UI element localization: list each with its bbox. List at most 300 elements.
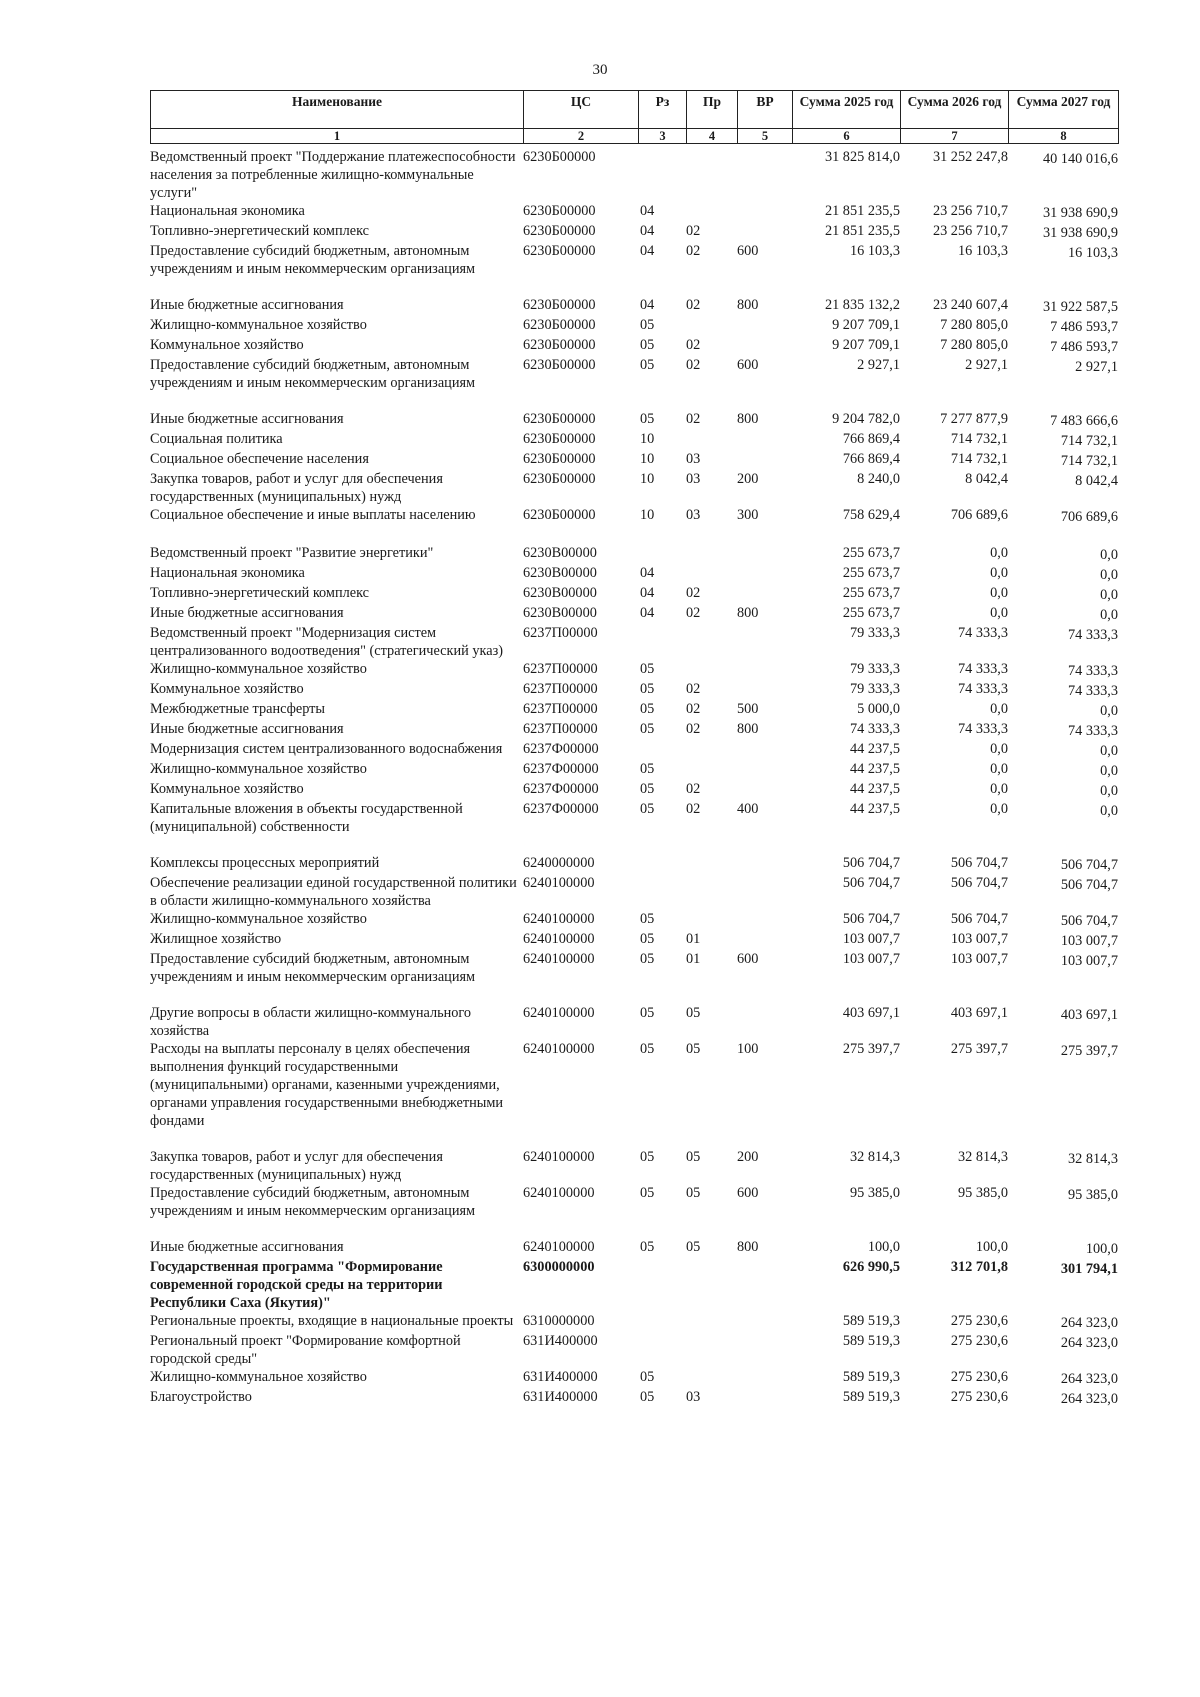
row-pr: 05 bbox=[686, 1041, 701, 1057]
row-sum-2027: 16 103,3 bbox=[1067, 245, 1118, 261]
row-rz: 05 bbox=[640, 681, 655, 697]
header-num-8: 8 bbox=[1009, 129, 1119, 144]
row-rz: 04 bbox=[640, 585, 655, 601]
table-row bbox=[150, 470, 1118, 506]
row-sum-2026: 506 704,7 bbox=[950, 875, 1008, 891]
row-pr: 03 bbox=[686, 451, 701, 467]
table-row bbox=[150, 854, 1118, 874]
row-name: Благоустройство bbox=[150, 1389, 252, 1405]
row-sum-2025: 9 207 709,1 bbox=[832, 337, 900, 353]
row-sum-2026: 103 007,7 bbox=[950, 951, 1008, 967]
row-sum-2027: 95 385,0 bbox=[1067, 1187, 1118, 1203]
row-sum-2026: 312 701,8 bbox=[950, 1259, 1008, 1275]
row-pr: 03 bbox=[686, 1389, 701, 1405]
row-rz: 05 bbox=[640, 337, 655, 353]
table-row bbox=[150, 680, 1118, 700]
row-name: Другие вопросы в области жилищно-коммунального хозяйства bbox=[150, 1005, 472, 1039]
row-pr: 02 bbox=[686, 223, 701, 239]
row-sum-2025: 5 000,0 bbox=[857, 701, 900, 717]
page-number: 30 bbox=[592, 62, 608, 78]
row-pr: 02 bbox=[686, 337, 701, 353]
row-name: Модернизация систем централизованного водоснабжения bbox=[150, 741, 503, 757]
row-rz: 05 bbox=[640, 411, 655, 427]
row-sum-2027: 40 140 016,6 bbox=[1042, 151, 1118, 167]
row-name: Ведомственный проект "Поддержание платежеспособности населения за потребленные жилищно-коммунальные услуги" bbox=[150, 149, 516, 201]
row-sum-2027: 714 732,1 bbox=[1060, 453, 1118, 469]
row-name: Капитальные вложения в объекты государственной (муниципальной) собственности bbox=[150, 801, 463, 835]
row-pr: 02 bbox=[686, 243, 701, 259]
row-sum-2026: 0,0 bbox=[990, 545, 1008, 561]
row-sum-2027: 2 927,1 bbox=[1075, 359, 1118, 375]
row-sum-2025: 275 397,7 bbox=[842, 1041, 900, 1057]
row-rz: 04 bbox=[640, 203, 655, 219]
row-sum-2025: 2 927,1 bbox=[857, 357, 900, 373]
row-rz: 05 bbox=[640, 661, 655, 677]
row-cs: 6230Б00000 bbox=[523, 243, 596, 259]
row-sum-2026: 7 280 805,0 bbox=[940, 317, 1008, 333]
header-num-1: 1 bbox=[151, 129, 524, 144]
table-row bbox=[150, 1148, 1118, 1184]
row-sum-2027: 74 333,3 bbox=[1067, 723, 1118, 739]
row-cs: 6240100000 bbox=[523, 1005, 595, 1021]
row-name: Региональные проекты, входящие в национальные проекты bbox=[150, 1313, 514, 1329]
row-sum-2025: 79 333,3 bbox=[849, 625, 900, 641]
row-name: Иные бюджетные ассигнования bbox=[150, 605, 344, 621]
row-vr: 200 bbox=[737, 1149, 759, 1165]
row-sum-2026: 74 333,3 bbox=[957, 721, 1008, 737]
row-name: Иные бюджетные ассигнования bbox=[150, 297, 344, 313]
header-pr: Пр bbox=[687, 91, 738, 129]
row-sum-2027: 74 333,3 bbox=[1067, 683, 1118, 699]
row-cs: 6240100000 bbox=[523, 911, 595, 927]
row-sum-2026: 714 732,1 bbox=[950, 451, 1008, 467]
row-pr: 02 bbox=[686, 585, 701, 601]
row-cs: 6240000000 bbox=[523, 855, 595, 871]
row-name: Межбюджетные трансферты bbox=[150, 701, 326, 717]
row-name: Социальное обеспечение и иные выплаты населению bbox=[150, 507, 476, 523]
row-sum-2026: 0,0 bbox=[990, 801, 1008, 817]
row-cs: 6230В00000 bbox=[523, 605, 597, 621]
row-vr: 800 bbox=[737, 721, 759, 737]
row-sum-2027: 506 704,7 bbox=[1060, 857, 1118, 873]
row-name: Ведомственный проект "Модернизация систем централизованного водоотведения" (стратегический указ) bbox=[150, 625, 503, 659]
row-name: Жилищно-коммунальное хозяйство bbox=[150, 317, 367, 333]
row-cs: 6230В00000 bbox=[523, 545, 597, 561]
row-sum-2026: 74 333,3 bbox=[957, 625, 1008, 641]
row-rz: 05 bbox=[640, 357, 655, 373]
row-rz: 10 bbox=[640, 507, 655, 523]
row-rz: 05 bbox=[640, 721, 655, 737]
row-cs: 6230Б00000 bbox=[523, 317, 596, 333]
row-vr: 600 bbox=[737, 1185, 759, 1201]
row-cs: 6237П00000 bbox=[523, 661, 598, 677]
row-sum-2027: 7 486 593,7 bbox=[1050, 339, 1118, 355]
row-vr: 800 bbox=[737, 1239, 759, 1255]
row-sum-2025: 626 990,5 bbox=[842, 1259, 900, 1275]
row-vr: 600 bbox=[737, 951, 759, 967]
row-sum-2026: 0,0 bbox=[990, 741, 1008, 757]
row-sum-2027: 100,0 bbox=[1085, 1241, 1118, 1257]
table-row bbox=[150, 1184, 1118, 1220]
row-rz: 05 bbox=[640, 931, 655, 947]
row-pr: 02 bbox=[686, 801, 701, 817]
row-vr: 800 bbox=[737, 605, 759, 621]
row-rz: 04 bbox=[640, 297, 655, 313]
row-sum-2026: 2 927,1 bbox=[965, 357, 1008, 373]
row-sum-2026: 0,0 bbox=[990, 761, 1008, 777]
row-vr: 500 bbox=[737, 701, 759, 717]
row-name: Иные бюджетные ассигнования bbox=[150, 721, 344, 737]
row-name: Коммунальное хозяйство bbox=[150, 337, 304, 353]
row-sum-2026: 74 333,3 bbox=[957, 681, 1008, 697]
row-sum-2026: 8 042,4 bbox=[965, 471, 1008, 487]
row-sum-2027: 7 483 666,6 bbox=[1050, 413, 1118, 429]
row-sum-2027: 74 333,3 bbox=[1067, 627, 1118, 643]
row-sum-2027: 301 794,1 bbox=[1060, 1261, 1118, 1277]
row-pr: 01 bbox=[686, 931, 701, 947]
row-name: Закупка товаров, работ и услуг для обеспечения государственных (муниципальных) нужд bbox=[150, 1149, 443, 1183]
table-row bbox=[150, 356, 1118, 392]
table-row bbox=[150, 450, 1118, 470]
row-sum-2025: 21 835 132,2 bbox=[824, 297, 900, 313]
row-rz: 05 bbox=[640, 801, 655, 817]
row-cs: 6237П00000 bbox=[523, 681, 598, 697]
row-name: Национальная экономика bbox=[150, 565, 305, 581]
table-row bbox=[150, 430, 1118, 450]
row-rz: 05 bbox=[640, 1185, 655, 1201]
row-name: Иные бюджетные ассигнования bbox=[150, 1239, 344, 1255]
row-cs: 6310000000 bbox=[523, 1313, 595, 1329]
row-rz: 10 bbox=[640, 431, 655, 447]
row-rz: 05 bbox=[640, 781, 655, 797]
row-rz: 05 bbox=[640, 761, 655, 777]
row-pr: 02 bbox=[686, 681, 701, 697]
row-name: Коммунальное хозяйство bbox=[150, 681, 304, 697]
row-sum-2025: 403 697,1 bbox=[842, 1005, 900, 1021]
row-name: Социальная политика bbox=[150, 431, 283, 447]
row-sum-2027: 264 323,0 bbox=[1060, 1335, 1118, 1351]
row-sum-2025: 589 519,3 bbox=[842, 1333, 900, 1349]
row-sum-2026: 103 007,7 bbox=[950, 931, 1008, 947]
row-sum-2025: 9 207 709,1 bbox=[832, 317, 900, 333]
table-row bbox=[150, 660, 1118, 680]
row-sum-2025: 44 237,5 bbox=[849, 781, 900, 797]
row-sum-2026: 7 277 877,9 bbox=[940, 411, 1008, 427]
row-sum-2025: 8 240,0 bbox=[857, 471, 900, 487]
table-row bbox=[150, 874, 1118, 910]
row-name: Предоставление субсидий бюджетным, автономным учреждениям и иным некоммерческим организациям bbox=[150, 951, 476, 985]
row-sum-2025: 506 704,7 bbox=[842, 911, 900, 927]
table-row bbox=[150, 760, 1118, 780]
row-sum-2026: 275 230,6 bbox=[950, 1389, 1008, 1405]
row-pr: 05 bbox=[686, 1149, 701, 1165]
row-sum-2027: 7 486 593,7 bbox=[1050, 319, 1118, 335]
table-row bbox=[150, 950, 1118, 986]
row-sum-2025: 95 385,0 bbox=[849, 1185, 900, 1201]
row-name: Жилищно-коммунальное хозяйство bbox=[150, 1369, 367, 1385]
table-row bbox=[150, 1258, 1118, 1312]
row-cs: 6237Ф00000 bbox=[523, 801, 599, 817]
row-sum-2026: 506 704,7 bbox=[950, 855, 1008, 871]
row-sum-2026: 23 256 710,7 bbox=[932, 223, 1008, 239]
row-sum-2025: 44 237,5 bbox=[849, 741, 900, 757]
row-cs: 6240100000 bbox=[523, 931, 595, 947]
row-rz: 04 bbox=[640, 243, 655, 259]
table-row bbox=[150, 740, 1118, 760]
header-cs: ЦС bbox=[524, 91, 639, 129]
row-sum-2025: 100,0 bbox=[867, 1239, 900, 1255]
row-sum-2026: 275 230,6 bbox=[950, 1369, 1008, 1385]
row-cs: 6230Б00000 bbox=[523, 203, 596, 219]
row-name: Топливно-энергетический комплекс bbox=[150, 585, 370, 601]
row-sum-2025: 766 869,4 bbox=[842, 431, 900, 447]
row-sum-2027: 506 704,7 bbox=[1060, 877, 1118, 893]
header-num-5: 5 bbox=[738, 129, 793, 144]
row-name: Жилищно-коммунальное хозяйство bbox=[150, 911, 367, 927]
header-sum-2025: Сумма 2025 год bbox=[793, 91, 901, 129]
table-row bbox=[150, 544, 1118, 564]
row-sum-2025: 506 704,7 bbox=[842, 855, 900, 871]
table-row bbox=[150, 316, 1118, 336]
row-cs: 6240100000 bbox=[523, 1149, 595, 1165]
row-sum-2026: 0,0 bbox=[990, 565, 1008, 581]
row-cs: 6240100000 bbox=[523, 1185, 595, 1201]
row-pr: 05 bbox=[686, 1185, 701, 1201]
row-sum-2027: 0,0 bbox=[1100, 547, 1118, 563]
row-vr: 600 bbox=[737, 243, 759, 259]
row-cs: 6230В00000 bbox=[523, 585, 597, 601]
row-name: Жилищно-коммунальное хозяйство bbox=[150, 761, 367, 777]
row-sum-2026: 7 280 805,0 bbox=[940, 337, 1008, 353]
row-name: Социальное обеспечение населения bbox=[150, 451, 369, 467]
table-row bbox=[150, 410, 1118, 430]
row-sum-2027: 0,0 bbox=[1100, 803, 1118, 819]
row-rz: 05 bbox=[640, 951, 655, 967]
row-pr: 02 bbox=[686, 781, 701, 797]
row-sum-2027: 8 042,4 bbox=[1075, 473, 1118, 489]
header-num-7: 7 bbox=[901, 129, 1009, 144]
row-pr: 02 bbox=[686, 721, 701, 737]
header-sum-2027: Сумма 2027 год bbox=[1009, 91, 1119, 129]
row-pr: 03 bbox=[686, 507, 701, 523]
row-sum-2026: 275 230,6 bbox=[950, 1333, 1008, 1349]
table-row bbox=[150, 242, 1118, 278]
header-num-3: 3 bbox=[639, 129, 687, 144]
row-sum-2026: 0,0 bbox=[990, 781, 1008, 797]
table-row bbox=[150, 584, 1118, 604]
row-sum-2027: 275 397,7 bbox=[1060, 1043, 1118, 1059]
row-sum-2026: 32 814,3 bbox=[957, 1149, 1008, 1165]
row-cs: 6230Б00000 bbox=[523, 149, 596, 165]
row-sum-2027: 403 697,1 bbox=[1060, 1007, 1118, 1023]
row-sum-2026: 0,0 bbox=[990, 701, 1008, 717]
row-sum-2027: 103 007,7 bbox=[1060, 933, 1118, 949]
row-rz: 05 bbox=[640, 317, 655, 333]
row-sum-2027: 0,0 bbox=[1100, 703, 1118, 719]
row-sum-2025: 31 825 814,0 bbox=[824, 149, 900, 165]
table-row bbox=[150, 800, 1118, 836]
row-pr: 02 bbox=[686, 297, 701, 313]
row-name: Коммунальное хозяйство bbox=[150, 781, 304, 797]
row-cs: 631И400000 bbox=[523, 1389, 598, 1405]
row-rz: 05 bbox=[640, 701, 655, 717]
row-sum-2027: 506 704,7 bbox=[1060, 913, 1118, 929]
row-sum-2025: 79 333,3 bbox=[849, 661, 900, 677]
header-vr: ВР bbox=[738, 91, 793, 129]
row-sum-2026: 275 230,6 bbox=[950, 1313, 1008, 1329]
header-num-2: 2 bbox=[524, 129, 639, 144]
row-sum-2026: 506 704,7 bbox=[950, 911, 1008, 927]
row-cs: 6230Б00000 bbox=[523, 223, 596, 239]
row-sum-2025: 589 519,3 bbox=[842, 1389, 900, 1405]
table-row bbox=[150, 1004, 1118, 1040]
row-rz: 05 bbox=[640, 911, 655, 927]
row-sum-2025: 758 629,4 bbox=[842, 507, 900, 523]
row-name: Закупка товаров, работ и услуг для обеспечения государственных (муниципальных) нужд bbox=[150, 471, 443, 505]
row-name: Предоставление субсидий бюджетным, автономным учреждениям и иным некоммерческим организациям bbox=[150, 1185, 476, 1219]
table-row bbox=[150, 910, 1118, 930]
row-sum-2027: 706 689,6 bbox=[1060, 509, 1118, 525]
row-sum-2027: 103 007,7 bbox=[1060, 953, 1118, 969]
row-sum-2025: 255 673,7 bbox=[842, 585, 900, 601]
row-vr: 600 bbox=[737, 357, 759, 373]
row-sum-2025: 255 673,7 bbox=[842, 605, 900, 621]
row-sum-2025: 79 333,3 bbox=[849, 681, 900, 697]
table-row bbox=[150, 604, 1118, 624]
row-rz: 04 bbox=[640, 605, 655, 621]
row-pr: 03 bbox=[686, 471, 701, 487]
row-cs: 6230В00000 bbox=[523, 565, 597, 581]
row-name: Расходы на выплаты персоналу в целях обеспечения выполнения функций государственными (муниципальными) органами, казенными учреждениями, органами управления государственными внебюджетными фондами bbox=[150, 1041, 504, 1129]
row-vr: 800 bbox=[737, 411, 759, 427]
table-row bbox=[150, 506, 1118, 526]
table-row bbox=[150, 700, 1118, 720]
row-cs: 6240100000 bbox=[523, 951, 595, 967]
row-sum-2026: 23 256 710,7 bbox=[932, 203, 1008, 219]
row-sum-2027: 0,0 bbox=[1100, 743, 1118, 759]
row-pr: 02 bbox=[686, 605, 701, 621]
row-sum-2027: 264 323,0 bbox=[1060, 1371, 1118, 1387]
row-name: Ведомственный проект "Развитие энергетики" bbox=[150, 545, 434, 561]
row-rz: 10 bbox=[640, 471, 655, 487]
table-row bbox=[150, 148, 1118, 202]
table-row bbox=[150, 222, 1118, 242]
row-cs: 6230Б00000 bbox=[523, 297, 596, 313]
row-cs: 6240100000 bbox=[523, 1239, 595, 1255]
row-name: Региональный проект "Формирование комфортной городской среды" bbox=[150, 1333, 461, 1367]
table-row bbox=[150, 1332, 1118, 1368]
row-sum-2027: 264 323,0 bbox=[1060, 1315, 1118, 1331]
table-row bbox=[150, 336, 1118, 356]
row-sum-2027: 31 922 587,5 bbox=[1042, 299, 1118, 315]
row-sum-2025: 255 673,7 bbox=[842, 565, 900, 581]
row-sum-2025: 16 103,3 bbox=[849, 243, 900, 259]
row-sum-2027: 31 938 690,9 bbox=[1042, 225, 1118, 241]
row-pr: 02 bbox=[686, 701, 701, 717]
row-sum-2025: 103 007,7 bbox=[842, 951, 900, 967]
row-cs: 631И400000 bbox=[523, 1369, 598, 1385]
row-cs: 6237П00000 bbox=[523, 625, 598, 641]
row-name: Государственная программа "Формирование современной городской среды на территории Республики Саха (Якутия)" bbox=[150, 1259, 443, 1311]
row-pr: 02 bbox=[686, 357, 701, 373]
row-pr: 05 bbox=[686, 1239, 701, 1255]
row-sum-2027: 0,0 bbox=[1100, 607, 1118, 623]
row-sum-2026: 403 697,1 bbox=[950, 1005, 1008, 1021]
row-cs: 6237П00000 bbox=[523, 721, 598, 737]
row-vr: 400 bbox=[737, 801, 759, 817]
row-sum-2027: 31 938 690,9 bbox=[1042, 205, 1118, 221]
row-name: Жилищно-коммунальное хозяйство bbox=[150, 661, 367, 677]
row-sum-2026: 100,0 bbox=[975, 1239, 1008, 1255]
row-name: Обеспечение реализации единой государственной политики в области жилищно-коммунального хозяйства bbox=[150, 875, 517, 909]
row-sum-2026: 16 103,3 bbox=[957, 243, 1008, 259]
row-name: Предоставление субсидий бюджетным, автономным учреждениям и иным некоммерческим организациям bbox=[150, 357, 476, 391]
row-name: Комплексы процессных мероприятий bbox=[150, 855, 380, 871]
table-row bbox=[150, 1312, 1118, 1332]
row-sum-2027: 714 732,1 bbox=[1060, 433, 1118, 449]
row-pr: 05 bbox=[686, 1005, 701, 1021]
row-sum-2026: 706 689,6 bbox=[950, 507, 1008, 523]
row-cs: 631И400000 bbox=[523, 1333, 598, 1349]
row-sum-2025: 589 519,3 bbox=[842, 1369, 900, 1385]
row-rz: 05 bbox=[640, 1239, 655, 1255]
row-name: Предоставление субсидий бюджетным, автономным учреждениям и иным некоммерческим организациям bbox=[150, 243, 476, 277]
row-sum-2025: 44 237,5 bbox=[849, 761, 900, 777]
row-sum-2027: 0,0 bbox=[1100, 763, 1118, 779]
header-num-4: 4 bbox=[687, 129, 738, 144]
row-sum-2027: 0,0 bbox=[1100, 587, 1118, 603]
row-sum-2026: 74 333,3 bbox=[957, 661, 1008, 677]
table-row bbox=[150, 930, 1118, 950]
table-row bbox=[150, 720, 1118, 740]
row-sum-2027: 74 333,3 bbox=[1067, 663, 1118, 679]
table-body bbox=[150, 148, 1118, 1408]
row-name: Топливно-энергетический комплекс bbox=[150, 223, 370, 239]
row-cs: 6230Б00000 bbox=[523, 451, 596, 467]
row-sum-2025: 32 814,3 bbox=[849, 1149, 900, 1165]
row-cs: 6237П00000 bbox=[523, 701, 598, 717]
row-cs: 6237Ф00000 bbox=[523, 761, 599, 777]
row-sum-2025: 44 237,5 bbox=[849, 801, 900, 817]
header-rz: Рз bbox=[639, 91, 687, 129]
table-row bbox=[150, 1238, 1118, 1258]
row-cs: 6237Ф00000 bbox=[523, 741, 599, 757]
row-sum-2025: 9 204 782,0 bbox=[832, 411, 900, 427]
row-vr: 200 bbox=[737, 471, 759, 487]
row-vr: 100 bbox=[737, 1041, 759, 1057]
row-sum-2025: 589 519,3 bbox=[842, 1313, 900, 1329]
row-vr: 300 bbox=[737, 507, 759, 523]
row-cs: 6300000000 bbox=[523, 1259, 595, 1275]
table-row bbox=[150, 1040, 1118, 1130]
header-name: Наименование bbox=[151, 91, 524, 129]
row-pr: 02 bbox=[686, 411, 701, 427]
row-sum-2027: 0,0 bbox=[1100, 783, 1118, 799]
row-sum-2027: 32 814,3 bbox=[1067, 1151, 1118, 1167]
row-rz: 05 bbox=[640, 1005, 655, 1021]
row-sum-2025: 255 673,7 bbox=[842, 545, 900, 561]
table-row bbox=[150, 624, 1118, 660]
row-sum-2026: 31 252 247,8 bbox=[932, 149, 1008, 165]
header-sum-2026: Сумма 2026 год bbox=[901, 91, 1009, 129]
row-sum-2025: 21 851 235,5 bbox=[824, 203, 900, 219]
row-cs: 6230Б00000 bbox=[523, 431, 596, 447]
row-cs: 6237Ф00000 bbox=[523, 781, 599, 797]
row-sum-2026: 23 240 607,4 bbox=[932, 297, 1008, 313]
row-cs: 6230Б00000 bbox=[523, 337, 596, 353]
row-name: Жилищное хозяйство bbox=[150, 931, 282, 947]
row-rz: 04 bbox=[640, 223, 655, 239]
